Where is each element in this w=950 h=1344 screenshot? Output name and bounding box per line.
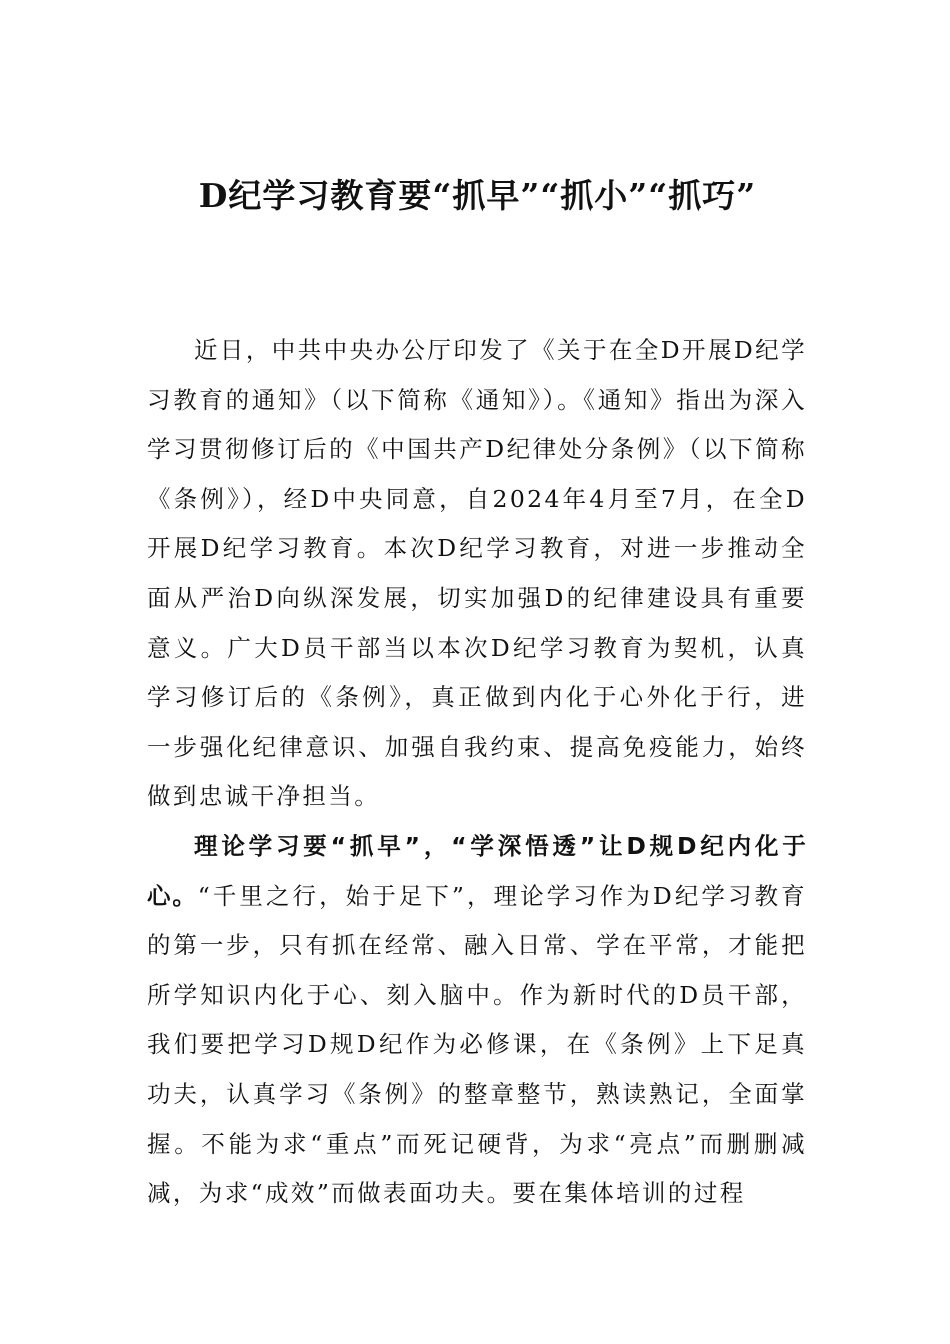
paragraph-text: 近日，中共中央办公厅印发了《关于在全D开展D纪学习教育的通知》（以下简称《通知》）。《通知》指出为深入学习贯彻修订后的《中国共产D纪律处分条例》（以下简称《条例》），经D中央同意，自2024年4月至7月，在全D开展D纪学习教育。本次D纪学习教育，对进一步推动全面从严治D向纵深发展，切实加强D的纪律建设具有重要意义。广大D员干部当以本次D纪学习教育为契机，认真学习修订后的《条例》，真正做到内化于心外化于行，进一步强化纪律意识、加强自我约束、提高免疫能力，始终做到忠诚干净担当。 — [147, 336, 807, 811]
paragraph-theory-study — [147, 822, 807, 1219]
document-title: D纪学习教育要“抓早”“抓小”“抓巧” — [198, 176, 757, 215]
paragraph-intro — [147, 326, 807, 822]
paragraph-lead-heading: 理论学习要“抓早”，“学深悟透”让D规D纪内化于心。 — [147, 831, 807, 910]
document-body — [147, 326, 807, 1219]
paragraph-text: “千里之行，始于足下”，理论学习作为D纪学习教育的第一步，只有抓在经常、融入日常、学在平常，才能把所学知识内化于心、刻入脑中。作为新时代的D员干部，我们要把学习D规D纪作为必修课，在《条例》上下足真功夫，认真学习《条例》的整章整节，熟读熟记，全面掌握。不能为求“重点”而死记硬背，为求“亮点”而删删减减，为求“成效”而做表面功夫。要在集体培训的过程 — [147, 881, 807, 1208]
